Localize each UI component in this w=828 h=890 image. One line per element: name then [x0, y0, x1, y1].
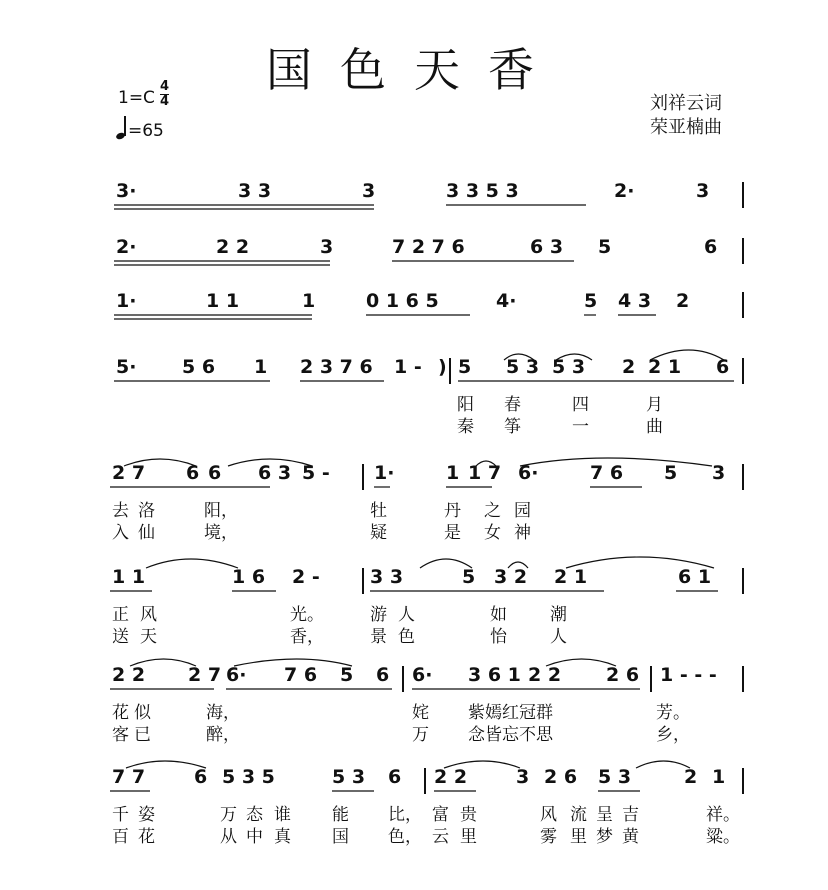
bar-line — [449, 358, 451, 384]
note-group: 1 1 — [112, 566, 146, 588]
time-signature-bottom: 4 — [160, 94, 170, 109]
lyric-line-2 — [0, 518, 828, 542]
lyric-char: 流 — [570, 805, 587, 825]
tempo-marking — [116, 116, 164, 141]
lyric-char: 比， — [388, 805, 422, 825]
note-group: 5 — [598, 236, 612, 258]
lyric-char: 如 — [490, 605, 507, 625]
note-group: 3 — [516, 766, 530, 788]
bar-line — [742, 464, 744, 490]
note-group: 2 — [676, 290, 690, 312]
note-group: 2 2 — [434, 766, 468, 788]
bar-line — [742, 292, 744, 318]
lyric-char: 雾 — [540, 827, 557, 847]
lyric-char: 黄 — [622, 827, 639, 847]
note-group: 5 3 5 — [222, 766, 275, 788]
lyric-char: 贵 — [460, 805, 477, 825]
lyric-char: 中 — [246, 827, 263, 847]
lyric-char: 筝 — [504, 417, 521, 437]
note-group: 5 3 — [506, 356, 540, 378]
lyric-char: 芳。 — [656, 703, 690, 723]
lyric-char: 色 — [398, 627, 415, 647]
bar-line — [742, 238, 744, 264]
lyric-char: 曲 — [646, 417, 663, 437]
note-group: 1 7 — [468, 462, 502, 484]
note-group: 3 — [696, 180, 710, 202]
lyric-char: 千 — [112, 805, 129, 825]
lyric-char: 祥。 — [706, 805, 740, 825]
note-group: 5 — [664, 462, 678, 484]
lyric-char: 光。 — [290, 605, 324, 625]
note-group: 3· — [116, 180, 137, 202]
note-group: 1 — [254, 356, 268, 378]
note-group: 2 6 — [606, 664, 640, 686]
note-group: 7 7 — [112, 766, 146, 788]
lyric-char: 送 — [112, 627, 129, 647]
lyric-char: 色， — [388, 827, 422, 847]
lyric-char: 去 — [112, 501, 129, 521]
lyric-line-1 — [0, 600, 828, 624]
time-signature-top: 4 — [160, 79, 170, 94]
note-group: 2 - — [292, 566, 320, 588]
note-group: 4· — [496, 290, 517, 312]
note-group: 5 3 — [598, 766, 632, 788]
lyric-char: 月 — [646, 395, 663, 415]
note-group: 5 — [340, 664, 354, 686]
note-group: 2 — [684, 766, 698, 788]
note-group: 1 1 — [206, 290, 240, 312]
note-group: 0 1 6 5 — [366, 290, 439, 312]
lyric-char: 女 — [484, 523, 501, 543]
note-group: 5 3 — [332, 766, 366, 788]
note-group: 5· — [116, 356, 137, 378]
lyric-char: 阳， — [204, 501, 238, 521]
note-group: 3 2 — [494, 566, 528, 588]
lyric-line-2 — [0, 412, 828, 436]
bar-line — [742, 358, 744, 384]
note-group: 6 1 — [678, 566, 712, 588]
lyric-char: 潮 — [550, 605, 567, 625]
lyric-char: 海， — [206, 703, 240, 723]
lyric-char: 阳 — [457, 395, 474, 415]
note-group: 1· — [116, 290, 137, 312]
note-group: 1 - — [394, 356, 422, 378]
lyric-char: 园 — [514, 501, 531, 521]
lyric-char: 香， — [290, 627, 324, 647]
lyric-char: 风 — [540, 805, 557, 825]
lyric-line-1 — [0, 390, 828, 414]
lyric-char: 万 — [220, 805, 237, 825]
lyric-char: 里 — [460, 827, 477, 847]
note-group: 3 6 1 — [468, 664, 521, 686]
lyric-char: 粱。 — [706, 827, 740, 847]
lyric-char: 客 — [112, 725, 129, 745]
bar-line — [362, 568, 364, 594]
lyric-char: 富 — [432, 805, 449, 825]
note-group: 5 6 — [182, 356, 216, 378]
lyric-char: 从 — [220, 827, 237, 847]
lyric-line-2 — [0, 720, 828, 744]
note-group: 3 — [320, 236, 334, 258]
note-group: ) — [438, 356, 447, 378]
composer-credit: 荣亚楠曲 — [650, 117, 722, 138]
lyric-char: 是 — [444, 523, 461, 543]
lyric-char: 秦 — [457, 417, 474, 437]
bar-line — [742, 182, 744, 208]
note-group: 5 - — [302, 462, 330, 484]
note-group: 2 2 — [216, 236, 250, 258]
lyric-line-1 — [0, 800, 828, 824]
lyric-char: 仙 — [138, 523, 155, 543]
note-group: 6 — [208, 462, 222, 484]
lyric-char: 牡 — [370, 501, 387, 521]
lyric-char: 紫嫣红冠群 — [468, 703, 553, 723]
note-group: 3 3 — [370, 566, 404, 588]
note-group: 5 — [462, 566, 476, 588]
lyricist-credit: 刘祥云词 — [650, 93, 722, 114]
lyric-line-2 — [0, 622, 828, 646]
page-title: 国色天香 — [266, 43, 562, 97]
lyric-line-2 — [0, 822, 828, 846]
lyric-char: 花 — [112, 703, 129, 723]
lyric-char: 入 — [112, 523, 129, 543]
note-group: 2 7 — [188, 664, 222, 686]
note-group: 1 — [712, 766, 726, 788]
bar-line — [650, 666, 652, 692]
lyric-char: 景 — [370, 627, 387, 647]
note-group: 4 3 — [618, 290, 652, 312]
lyric-char: 之 — [484, 501, 501, 521]
note-group: 3 — [362, 180, 376, 202]
lyric-char: 乡， — [656, 725, 690, 745]
note-group: 1 6 — [232, 566, 266, 588]
lyric-char: 姹 — [412, 703, 429, 723]
note-group: 7 6 — [590, 462, 624, 484]
note-group: 2 — [622, 356, 636, 378]
lyric-char: 游 — [370, 605, 387, 625]
lyric-char: 风 — [140, 605, 157, 625]
note-group: 2 2 — [112, 664, 146, 686]
note-group: 6 — [186, 462, 200, 484]
lyric-char: 万 — [412, 725, 429, 745]
note-group: 5 — [584, 290, 598, 312]
note-group: 6 — [716, 356, 730, 378]
credits — [650, 92, 722, 140]
lyric-char: 梦 — [596, 827, 613, 847]
lyric-char: 姿 — [138, 805, 155, 825]
time-signature — [160, 80, 169, 109]
note-group: 7 2 7 6 — [392, 236, 465, 258]
key-signature: 1=C — [118, 88, 155, 108]
note-group: 1 — [302, 290, 316, 312]
note-group: 6 3 — [258, 462, 292, 484]
note-group: 2· — [116, 236, 137, 258]
lyric-char: 神 — [514, 523, 531, 543]
lyric-char: 人 — [398, 605, 415, 625]
tempo-value: =65 — [128, 121, 164, 141]
lyric-char: 境， — [204, 523, 238, 543]
lyric-char: 呈 — [596, 805, 613, 825]
note-group: 2 1 — [554, 566, 588, 588]
bar-line — [424, 768, 426, 794]
lyric-char: 似 — [134, 703, 151, 723]
note-group: 1· — [374, 462, 395, 484]
note-group: 5 3 — [552, 356, 586, 378]
lyric-char: 态 — [246, 805, 263, 825]
lyric-char: 一 — [572, 417, 589, 437]
lyric-char: 春 — [504, 395, 521, 415]
note-group: 6 — [388, 766, 402, 788]
note-group: 6 — [704, 236, 718, 258]
lyric-line-1 — [0, 496, 828, 520]
note-group: 3 3 — [238, 180, 272, 202]
lyric-char: 天 — [140, 627, 157, 647]
lyric-line-1 — [0, 698, 828, 722]
note-group: 6 3 — [530, 236, 564, 258]
note-group: 2 2 — [528, 664, 562, 686]
note-group: 2 3 7 6 — [300, 356, 373, 378]
lyric-char: 四 — [572, 395, 589, 415]
bar-line — [362, 464, 364, 490]
lyric-char: 丹 — [444, 501, 461, 521]
lyric-char: 谁 — [274, 805, 291, 825]
note-group: 2· — [614, 180, 635, 202]
note-group: 2 6 — [544, 766, 578, 788]
lyric-char: 人 — [550, 627, 567, 647]
note-group: 2 7 — [112, 462, 146, 484]
note-group: 2 1 — [648, 356, 682, 378]
lyric-char: 吉 — [622, 805, 639, 825]
lyric-char: 云 — [432, 827, 449, 847]
lyric-char: 疑 — [370, 523, 387, 543]
note-group: 3 — [712, 462, 726, 484]
lyric-char: 怡 — [490, 627, 507, 647]
note-group: 6 — [376, 664, 390, 686]
lyric-char: 花 — [138, 827, 155, 847]
lyric-char: 已 — [134, 725, 151, 745]
note-group: 6· — [518, 462, 539, 484]
bar-line — [742, 768, 744, 794]
lyric-char: 里 — [570, 827, 587, 847]
lyric-char: 国 — [332, 827, 349, 847]
note-group: 3 3 5 3 — [446, 180, 519, 202]
note-group: 6· — [412, 664, 433, 686]
note-group: 6· — [226, 664, 247, 686]
lyric-char: 能 — [332, 805, 349, 825]
note-group: 7 6 — [284, 664, 318, 686]
bar-line — [742, 568, 744, 594]
note-group: 6 — [194, 766, 208, 788]
lyric-char: 念皆忘不思 — [468, 725, 553, 745]
note-group: 1 - - - — [660, 664, 717, 686]
lyric-char: 醉， — [206, 725, 240, 745]
lyric-char: 正 — [112, 605, 129, 625]
lyric-char: 真 — [274, 827, 291, 847]
quarter-note-icon — [116, 116, 128, 140]
bar-line — [742, 666, 744, 692]
lyric-char: 百 — [112, 827, 129, 847]
note-group: 5 — [458, 356, 472, 378]
bar-line — [402, 666, 404, 692]
note-group: 1 — [446, 462, 460, 484]
lyric-char: 洛 — [138, 501, 155, 521]
